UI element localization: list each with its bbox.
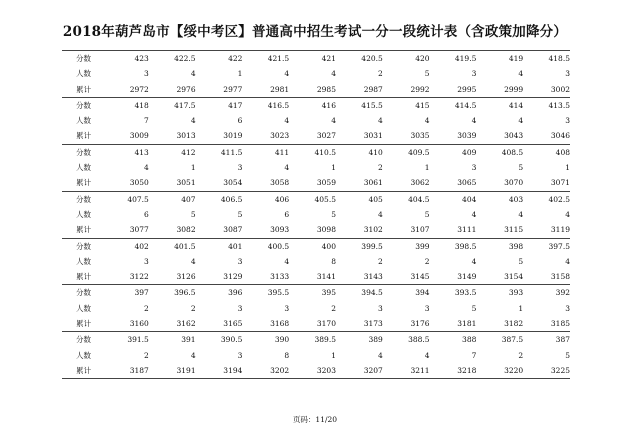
- table-cell: 3145: [410, 272, 430, 282]
- table-row-cumulative: [62, 269, 570, 285]
- table-cell: 3176: [410, 319, 430, 329]
- table-cell: 3211: [410, 365, 430, 375]
- table-cell: 7: [471, 350, 477, 360]
- table-cell: 3119: [550, 225, 570, 235]
- table-row-count: [62, 160, 570, 175]
- page-title: 2018年葫芦岛市【绥中考区】普通高中招生考试一分一段统计表（含政策加降分）: [62, 24, 568, 40]
- table-block: [62, 285, 570, 332]
- table-cell: 4: [284, 256, 290, 266]
- table-row-cumulative: [62, 363, 570, 379]
- table-row-cumulative: [62, 316, 570, 332]
- table-cell: 1: [518, 303, 524, 313]
- table-block: [62, 51, 570, 98]
- table-row-count: [62, 113, 570, 128]
- table-cell: 3218: [457, 365, 477, 375]
- table-cell: 5: [518, 256, 524, 266]
- table-cell: 5: [190, 209, 196, 219]
- table-cell: 3111: [457, 225, 477, 235]
- page-number: 页码：11/20: [292, 415, 338, 424]
- table-cell: 423: [134, 54, 149, 63]
- table-cell: 419: [508, 54, 524, 63]
- table-cell: 3187: [129, 365, 149, 375]
- table-cell: 3185: [550, 319, 570, 329]
- table-cell: 1: [331, 350, 336, 360]
- table-cell: 422: [228, 54, 243, 63]
- table-cell: 4: [471, 209, 477, 219]
- table-cell: 420.5: [361, 54, 383, 63]
- table-cell: 4: [190, 256, 196, 266]
- table-cell: 3: [237, 303, 243, 313]
- table-cell: 4: [331, 116, 336, 126]
- table-cell: 4: [378, 209, 383, 219]
- table-cell: 4: [471, 116, 477, 126]
- row-label: 人数: [76, 256, 91, 266]
- table-cell: 3070: [504, 178, 524, 188]
- table-cell: 395: [321, 288, 336, 298]
- table-cell: 3082: [176, 225, 196, 235]
- row-label: 分数: [76, 288, 91, 298]
- table-cell: 3046: [550, 131, 570, 141]
- table-cell: 3173: [363, 319, 383, 329]
- table-row-score: [62, 332, 570, 348]
- table-cell: 5: [471, 303, 477, 313]
- table-cell: 3225: [550, 365, 570, 375]
- table-cell: 5: [331, 209, 336, 219]
- table-cell: 2: [424, 256, 430, 266]
- table-cell: 1: [190, 163, 196, 173]
- table-cell: 3: [471, 69, 477, 79]
- table-cell: 395.5: [267, 288, 290, 298]
- table-cell: 399.5: [361, 241, 383, 251]
- row-label: 累计: [76, 178, 91, 188]
- table-row-count: [62, 348, 570, 363]
- table-cell: 3115: [504, 225, 524, 235]
- table-cell: 1: [424, 163, 430, 173]
- table-cell: 3039: [457, 131, 477, 141]
- table-cell: 418: [134, 100, 149, 110]
- table-cell: 2985: [316, 84, 336, 94]
- table-cell: 3133: [270, 272, 290, 282]
- table-cell: 4: [144, 163, 149, 173]
- row-label: 累计: [76, 272, 91, 282]
- table-cell: 414.5: [454, 100, 477, 110]
- row-label: 累计: [76, 131, 91, 141]
- table-cell: 3062: [410, 178, 430, 188]
- table-cell: 3071: [550, 178, 570, 188]
- row-label: 分数: [76, 100, 91, 110]
- table-cell: 400.5: [267, 241, 290, 251]
- table-cell: 2981: [270, 84, 290, 94]
- table-cell: 3043: [504, 131, 524, 141]
- table-cell: 3061: [363, 178, 383, 188]
- table-cell: 4: [331, 69, 336, 79]
- table-cell: 390.5: [220, 335, 243, 345]
- table-cell: 410: [368, 147, 383, 157]
- table-cell: 398: [508, 241, 524, 251]
- table-cell: 397: [134, 288, 149, 298]
- row-label: 累计: [76, 319, 91, 329]
- table-cell: 4: [284, 69, 290, 79]
- table-cell: 3027: [316, 131, 336, 141]
- table-cell: 410.5: [314, 147, 336, 157]
- table-cell: 3102: [363, 225, 383, 235]
- table-cell: 3058: [270, 178, 290, 188]
- table-cell: 3168: [270, 319, 290, 329]
- row-label: 人数: [76, 303, 91, 313]
- table-cell: 4: [190, 350, 196, 360]
- table-cell: 393: [508, 288, 524, 298]
- table-cell: 6: [237, 116, 243, 126]
- table-cell: 387.5: [501, 335, 524, 345]
- table-cell: 415.5: [361, 100, 383, 110]
- row-label: 人数: [76, 163, 91, 173]
- table-cell: 419.5: [454, 54, 477, 63]
- table-cell: 3093: [270, 225, 290, 235]
- table-cell: 418.5: [548, 54, 570, 63]
- table-cell: 4: [518, 209, 524, 219]
- row-label: 人数: [76, 69, 91, 79]
- table-row-score: [62, 238, 570, 254]
- table-cell: 417.5: [174, 100, 196, 110]
- table-cell: 394: [415, 288, 430, 298]
- table-cell: 4: [190, 69, 196, 79]
- table-cell: 413: [134, 147, 149, 157]
- table-cell: 3013: [176, 131, 196, 141]
- table-cell: 1: [237, 69, 243, 79]
- table-cell: 3050: [129, 178, 149, 188]
- table-cell: 2: [518, 350, 524, 360]
- table-cell: 401: [228, 241, 243, 251]
- table-cell: 391: [181, 335, 196, 345]
- table-cell: 396.5: [174, 288, 196, 298]
- table-cell: 2: [378, 69, 383, 79]
- table-cell: 2: [144, 350, 149, 360]
- table-cell: 400: [321, 241, 336, 251]
- table-cell: 8: [331, 256, 336, 266]
- table-cell: 3: [237, 163, 243, 173]
- table-cell: 388: [462, 335, 477, 345]
- table-cell: 3154: [504, 272, 524, 282]
- table-cell: 409: [462, 147, 477, 157]
- table-cell: 421: [321, 54, 336, 63]
- row-label: 分数: [76, 241, 91, 251]
- table-cell: 387: [555, 335, 570, 345]
- table-cell: 397.5: [548, 241, 570, 251]
- table-cell: 3162: [176, 319, 196, 329]
- table-cell: 4: [565, 256, 570, 266]
- row-label: 累计: [76, 84, 91, 94]
- table-cell: 2: [144, 303, 149, 313]
- table-cell: 2987: [363, 84, 383, 94]
- table-cell: 3: [565, 303, 570, 313]
- table-cell: 3031: [363, 131, 383, 141]
- score-distribution-table-container: [62, 50, 570, 379]
- table-cell: 3009: [129, 131, 149, 141]
- table-cell: 4: [518, 116, 524, 126]
- row-label: 累计: [76, 225, 91, 235]
- table-cell: 7: [144, 116, 149, 126]
- table-cell: 3: [424, 303, 430, 313]
- table-cell: 3054: [223, 178, 243, 188]
- table-cell: 5: [424, 209, 430, 219]
- table-cell: 3191: [176, 365, 196, 375]
- table-row-count: [62, 207, 570, 222]
- table-row-cumulative: [62, 175, 570, 191]
- table-cell: 3107: [410, 225, 430, 235]
- table-cell: 2977: [223, 84, 243, 94]
- table-cell: 2972: [129, 84, 149, 94]
- row-label: 分数: [76, 54, 91, 63]
- table-cell: 4: [424, 350, 430, 360]
- table-cell: 415: [415, 100, 430, 110]
- table-cell: 404: [462, 194, 477, 204]
- table-cell: 4: [284, 163, 290, 173]
- table-cell: 389: [368, 335, 383, 345]
- table-cell: 5: [518, 163, 524, 173]
- table-cell: 2: [378, 256, 383, 266]
- table-cell: 416: [321, 100, 336, 110]
- table-cell: 3202: [270, 365, 290, 375]
- row-label: 人数: [76, 350, 91, 360]
- row-label: 分数: [76, 147, 91, 157]
- table-cell: 3: [378, 303, 383, 313]
- table-cell: 394.5: [361, 288, 383, 298]
- table-cell: 388.5: [408, 335, 430, 345]
- table-cell: 391.5: [127, 335, 149, 345]
- row-label: 分数: [76, 335, 91, 345]
- table-cell: 3182: [504, 319, 524, 329]
- table-cell: 3: [237, 350, 243, 360]
- table-cell: 392: [555, 288, 570, 298]
- table-cell: 3: [471, 163, 477, 173]
- table-cell: 412: [181, 147, 196, 157]
- table-cell: 402: [134, 241, 149, 251]
- table-cell: 398.5: [454, 241, 477, 251]
- table-cell: 390: [274, 335, 290, 345]
- table-cell: 421.5: [267, 54, 290, 63]
- table-row-cumulative: [62, 222, 570, 238]
- table-cell: 420: [415, 54, 430, 63]
- table-cell: 3: [144, 256, 149, 266]
- table-cell: 413.5: [548, 100, 570, 110]
- table-block: [62, 332, 570, 379]
- table-row-score: [62, 97, 570, 113]
- table-cell: 3: [565, 69, 570, 79]
- table-cell: 4: [424, 116, 430, 126]
- table-cell: 3160: [129, 319, 149, 329]
- table-cell: 396: [228, 288, 243, 298]
- table-row-score: [62, 144, 570, 160]
- table-cell: 2976: [176, 84, 196, 94]
- row-label: 人数: [76, 209, 91, 219]
- table-block: [62, 191, 570, 238]
- table-cell: 422.5: [174, 54, 196, 63]
- table-cell: 3181: [457, 319, 477, 329]
- table-cell: 5: [237, 209, 243, 219]
- table-cell: 401.5: [174, 241, 196, 251]
- table-cell: 1: [331, 163, 336, 173]
- table-cell: 389.5: [314, 335, 336, 345]
- table-cell: 3098: [316, 225, 336, 235]
- table-cell: 2999: [504, 84, 524, 94]
- table-cell: 4: [378, 116, 383, 126]
- table-cell: 2: [378, 163, 383, 173]
- table-cell: 393.5: [454, 288, 477, 298]
- table-cell: 3122: [129, 272, 149, 282]
- table-cell: 406.5: [220, 194, 243, 204]
- table-cell: 4: [518, 69, 524, 79]
- table-cell: 407.5: [127, 194, 149, 204]
- table-block: [62, 238, 570, 285]
- table-cell: 3087: [223, 225, 243, 235]
- score-distribution-table: [62, 50, 570, 379]
- table-block: [62, 97, 570, 144]
- table-cell: 2995: [457, 84, 477, 94]
- table-cell: 407: [181, 194, 196, 204]
- table-cell: 3051: [176, 178, 196, 188]
- table-cell: 2: [190, 303, 196, 313]
- table-cell: 4: [378, 350, 383, 360]
- row-label: 人数: [76, 116, 91, 126]
- table-cell: 417: [228, 100, 243, 110]
- table-cell: 2: [331, 303, 336, 313]
- table-cell: 3065: [457, 178, 477, 188]
- table-cell: 3: [565, 116, 570, 126]
- table-cell: 3165: [223, 319, 243, 329]
- table-cell: 2992: [410, 84, 430, 94]
- table-row-score: [62, 191, 570, 207]
- table-cell: 3023: [270, 131, 290, 141]
- table-cell: 408: [555, 147, 570, 157]
- table-cell: 3002: [550, 84, 570, 94]
- table-cell: 4: [565, 209, 570, 219]
- table-row-cumulative: [62, 82, 570, 98]
- table-cell: 405.5: [314, 194, 336, 204]
- table-cell: 3019: [223, 131, 243, 141]
- table-cell: 6: [284, 209, 290, 219]
- table-cell: 408.5: [501, 147, 524, 157]
- table-cell: 3: [284, 303, 290, 313]
- table-cell: 411: [274, 147, 290, 157]
- table-cell: 399: [415, 241, 430, 251]
- table-cell: 404.5: [408, 194, 430, 204]
- table-cell: 5: [565, 350, 570, 360]
- table-row-cumulative: [62, 128, 570, 144]
- table-row-score: [62, 285, 570, 301]
- table-cell: 3207: [363, 365, 383, 375]
- table-cell: 4: [471, 256, 477, 266]
- table-cell: 6: [144, 209, 149, 219]
- table-block: [62, 144, 570, 191]
- table-cell: 3158: [550, 272, 570, 282]
- table-cell: 3077: [129, 225, 149, 235]
- table-cell: 3059: [316, 178, 336, 188]
- table-row-count: [62, 66, 570, 81]
- table-cell: 3143: [363, 272, 383, 282]
- table-cell: 416.5: [267, 100, 290, 110]
- table-cell: 5: [424, 69, 430, 79]
- table-cell: 4: [284, 116, 290, 126]
- table-cell: 3220: [504, 365, 524, 375]
- table-cell: 3149: [457, 272, 477, 282]
- table-row-count: [62, 301, 570, 316]
- table-cell: 8: [284, 350, 290, 360]
- table-cell: 3203: [316, 365, 336, 375]
- table-cell: 405: [368, 194, 383, 204]
- table-row-count: [62, 254, 570, 269]
- table-cell: 409.5: [408, 147, 430, 157]
- table-cell: 3: [237, 256, 243, 266]
- table-cell: 3194: [223, 365, 243, 375]
- row-label: 累计: [76, 365, 91, 375]
- table-cell: 3035: [410, 131, 430, 141]
- table-cell: 411.5: [220, 147, 243, 157]
- table-cell: 3141: [316, 272, 336, 282]
- table-cell: 4: [190, 116, 196, 126]
- table-cell: 1: [565, 163, 570, 173]
- table-cell: 414: [508, 100, 524, 110]
- table-cell: 3: [144, 69, 149, 79]
- table-cell: 3129: [223, 272, 243, 282]
- table-cell: 3170: [316, 319, 336, 329]
- table-cell: 3126: [176, 272, 196, 282]
- table-cell: 406: [274, 194, 290, 204]
- row-label: 分数: [76, 194, 91, 204]
- table-row-score: [62, 51, 570, 67]
- table-cell: 403: [508, 194, 524, 204]
- table-cell: 402.5: [548, 194, 570, 204]
